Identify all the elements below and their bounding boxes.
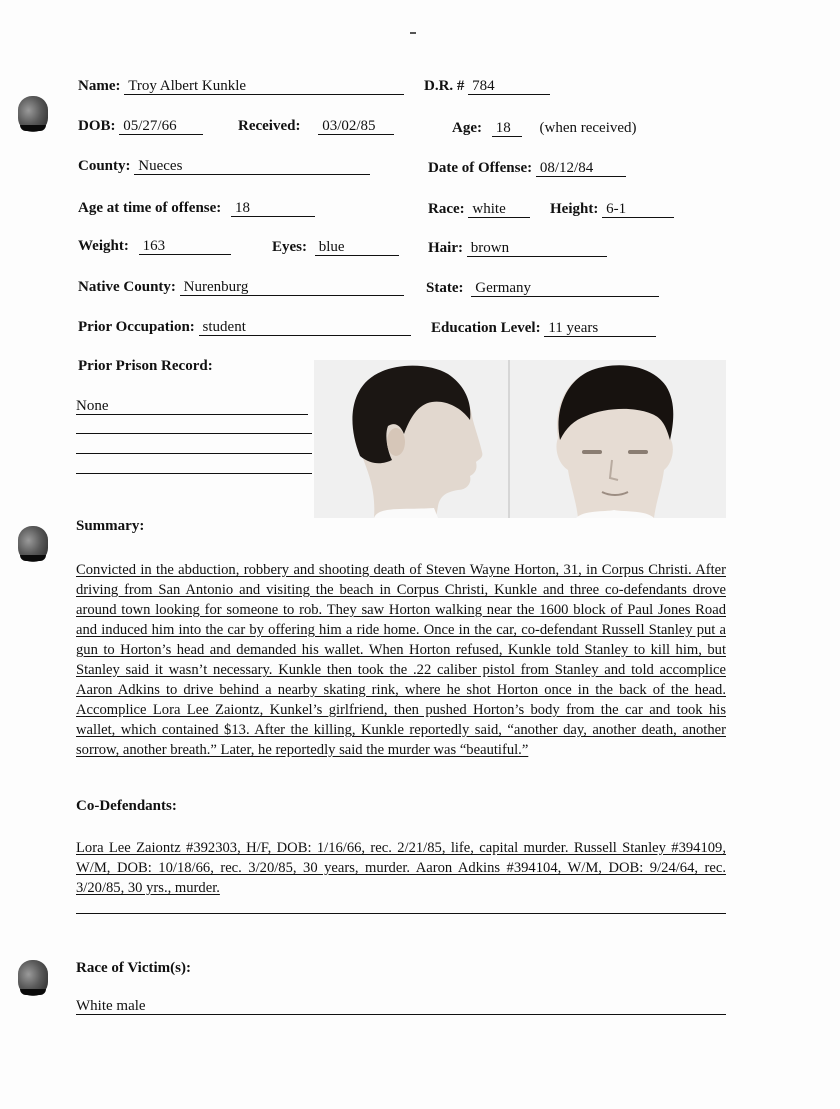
prior-record-value: None xyxy=(76,398,308,415)
weight-label: Weight: xyxy=(78,238,129,254)
county-field xyxy=(78,158,370,175)
name-label: Name: xyxy=(78,78,121,94)
summary-text: Convicted in the abduction, robbery and shooting death of Steven Wayne Horton, 31, in Corpus Christi. After driving from San Antonio and visiting the beach in Corpus Christi, Kunkle and three co-defendants drove around town looking for someone to rob. They saw Horton walking near the 1600 block of Paul Jones Road and induced him into the car by offering him a ride home. Once in the car, co-defendant Russell Stanley put a gun to Horton’s head and demanded his wallet. When Horton refused, Kunkle told Stanley to kill him, but Stanley said it wasn’t necessary. Kunkle then took the .22 caliber pistol from Stanley and told accomplice Aaron Adkins to drive behind a nearby skating rink, where he shot Horton once in the back of the head. Accomplice Lora Lee Zaiontz, Kunkel’s girlfriend, then pushed Horton’s body from the car and took his wallet, which contained $13. After the killing, Kunkle reportedly said, “another day, another death, another sorrow, another breath.” Later, he reportedly said the murder was “beautiful.” xyxy=(76,562,726,758)
date-offense-field xyxy=(428,160,626,177)
blank-line xyxy=(76,453,312,454)
prior-record-field xyxy=(78,358,213,375)
eyes-value: blue xyxy=(315,239,399,256)
codefendants-title: Co-Defendants: xyxy=(76,798,177,814)
height-value: 6-1 xyxy=(602,201,674,218)
blank-line xyxy=(76,913,726,914)
native-county-value: Nurenburg xyxy=(180,279,404,296)
dr-label: D.R. # xyxy=(424,78,465,94)
eyes-field xyxy=(272,239,399,256)
age-value: 18 xyxy=(492,120,522,137)
native-county-label: Native County: xyxy=(78,279,176,295)
dr-value: 784 xyxy=(468,78,550,95)
age-offense-field xyxy=(78,200,315,217)
mugshot-photo-drawing xyxy=(314,360,726,518)
name-value: Troy Albert Kunkle xyxy=(124,78,404,95)
victim-field xyxy=(76,998,726,1015)
summary-text-block xyxy=(76,560,726,760)
race-field xyxy=(428,201,530,218)
age-note: (when received) xyxy=(539,120,637,136)
codefendants-text: Lora Lee Zaiontz #392303, H/F, DOB: 1/16/66, rec. 2/21/85, life, capital murder. Russell Stanley #394109, W/M, DOB: 10/18/66, rec. 3/20/85, 30 years, murder. Aaron Adkins #394104, W/M, DOB: 9/24/64, rec. 3/20/85, 30 yrs., murder. xyxy=(76,840,726,896)
received-field xyxy=(238,118,394,135)
age-field xyxy=(452,120,637,137)
date-offense-label: Date of Offense: xyxy=(428,160,533,176)
hair-value: brown xyxy=(467,240,607,257)
dob-label: DOB: xyxy=(78,118,116,134)
hair-label: Hair: xyxy=(428,240,463,256)
state-field xyxy=(426,280,659,297)
victim-title: Race of Victim(s): xyxy=(76,960,191,976)
occupation-field xyxy=(78,319,411,336)
race-value: white xyxy=(468,201,530,218)
education-value: 11 years xyxy=(544,320,656,337)
name-field xyxy=(78,78,404,95)
codefendants-text-block xyxy=(76,838,726,898)
date-offense-value: 08/12/84 xyxy=(536,160,626,177)
native-county-field xyxy=(78,279,404,296)
hair-field xyxy=(428,240,607,257)
binder-hole-icon xyxy=(18,96,48,132)
age-offense-value: 18 xyxy=(231,200,315,217)
prior-record-label: Prior Prison Record: xyxy=(78,358,213,374)
binder-hole-icon xyxy=(18,960,48,996)
eyes-label: Eyes: xyxy=(272,239,307,255)
county-value: Nueces xyxy=(134,158,370,175)
mugshot-photo xyxy=(314,360,726,518)
occupation-value: student xyxy=(199,319,411,336)
state-value: Germany xyxy=(471,280,659,297)
blank-line xyxy=(76,433,312,434)
education-field xyxy=(431,320,656,337)
summary-title: Summary: xyxy=(76,518,145,534)
scan-mark xyxy=(410,32,416,34)
age-offense-label: Age at time of offense: xyxy=(78,200,222,216)
education-label: Education Level: xyxy=(431,320,541,336)
dr-field xyxy=(424,78,550,95)
occupation-label: Prior Occupation: xyxy=(78,319,195,335)
height-field xyxy=(550,201,674,218)
state-label: State: xyxy=(426,280,464,296)
binder-hole-icon xyxy=(18,526,48,562)
dob-value: 05/27/66 xyxy=(119,118,203,135)
received-label: Received: xyxy=(238,118,301,134)
weight-field xyxy=(78,238,231,255)
frontal-portrait xyxy=(556,365,673,518)
county-label: County: xyxy=(78,158,131,174)
prior-record-entry xyxy=(76,398,308,415)
height-label: Height: xyxy=(550,201,599,217)
photo-divider xyxy=(508,360,510,518)
blank-line xyxy=(76,473,312,474)
race-label: Race: xyxy=(428,201,465,217)
dob-field xyxy=(78,118,203,135)
received-value: 03/02/85 xyxy=(318,118,394,135)
weight-value: 163 xyxy=(139,238,231,255)
victim-value: White male xyxy=(76,998,726,1015)
age-label: Age: xyxy=(452,120,482,136)
